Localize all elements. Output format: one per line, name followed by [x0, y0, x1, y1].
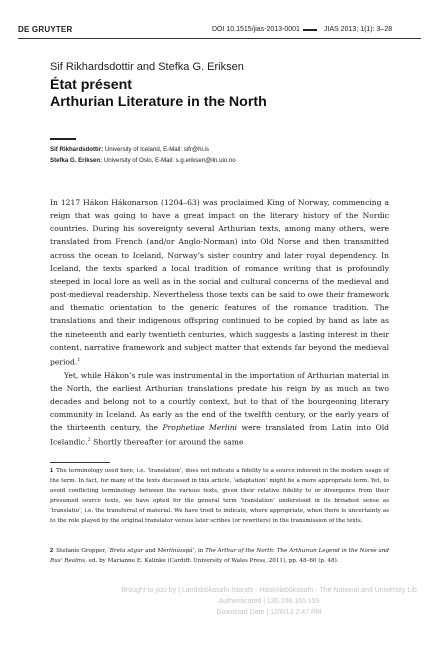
affiliation-name: Stefka G. Eriksen:	[50, 157, 103, 164]
title-line-2: Arthurian Literature in the North	[50, 94, 267, 110]
paragraph-text: Shortly thereafter (or around the same	[90, 437, 244, 447]
doi-text: DOI 10.1515/jias-2013-0001	[212, 26, 300, 33]
affiliation-detail: University of Oslo, E-Mail: s.g.eriksen@iln.uio.no	[102, 157, 236, 164]
work-title: The Arthur of the North: The Arthurian Legend in the Norse and Rus’ Realms	[50, 548, 389, 565]
footnote-text: Stefanie Gropper, ‘	[56, 548, 110, 554]
footnote-text: , ed. by Marianne E. Kalinke (Cardiff: University of Wales Press, 2011), pp. 48–60 (p. 48).	[85, 558, 339, 565]
header-separator	[303, 29, 317, 31]
footnote-number: 2	[50, 548, 54, 554]
page-header	[18, 25, 421, 37]
footnote-ref-1[interactable]: 1	[77, 356, 81, 363]
footnote-2	[50, 546, 389, 566]
work-title: Prophetiae Merlini	[162, 423, 238, 433]
work-title: Merlínússpá	[157, 548, 193, 554]
footnote-1	[50, 466, 389, 527]
footnote-text: The terminology used here, i.e. ‘translation’, does not indicate a fidelity to a source inherent in the modern usage of the term. In fact, for many of the texts discussed in this article, ‘adaptation’ might be a more appropriate term. Yet, to avoid conflicting terminology between the various texts, given their relative fidelity to or divergence from their presumed source texts, we have opted for the general term ‘translation’ understood in its broadest sense as ‘translatio’, i.e. the transferral of material. We have tried to indicate, where appropriate, when there is uncertainty as to the role played by the original translator versus later scribes (or rewriters) in the transmission of the texts.	[50, 468, 389, 525]
watermark-line-1: Brought to you by | Landsbókasafn Íslands - Háskólabókasafn - The National and University Lib	[121, 587, 417, 594]
affiliation-name: Sif Rikhardsdottir:	[50, 146, 104, 153]
affiliations	[50, 144, 410, 166]
paragraph-1	[50, 196, 389, 369]
download-watermark	[104, 585, 434, 618]
header-rule	[18, 38, 421, 39]
footnote-ref-2[interactable]: 2	[87, 437, 91, 444]
article-title	[50, 77, 267, 111]
affiliation-detail: University of Iceland, E-Mail: sifr@hi.is	[103, 146, 209, 153]
paragraph-text: In 1217 Hákon Hákonarson (1204–63) was proclaimed King of Norway, commencing a reign that was going to have a great impact on the literary history of the Nordic countries. During his sovereignty several Arthurian texts, among many others, were translated from French (and/or Anglo-Norman) into Old Norse and then transmitted across the ocean to Iceland, Norway’s sister country and later royal dependency. In Iceland, the texts sparked a local tradition of romance writing that is profoundly steeped in local lore as well as in the social and cultural concerns of the medieval and post-medieval readership. Nevertheless those texts can be said to owe their framework and thematic orientation to the generic features of the romance tradition. The translations and their indigenous offspring continued to be copied by hand as late as the nineteenth and early twentieth centuries, which suggests a lasting interest in their content, narrative framework and subject matter that extends far beyond the medieval period.	[50, 198, 389, 367]
footnote-rule	[50, 462, 110, 463]
footnote-text: ’, in	[192, 548, 206, 554]
paragraph-2	[50, 369, 389, 449]
affiliation-rule	[50, 138, 76, 140]
affiliation-2	[50, 155, 410, 166]
paragraph-text: Yet, while Hákon’s rule was instrumental in the importation of Arthurian material in the North, the earliest Arthurian translations predate his reign by as much as two decades and belong not to a courtly context, but to that of the bourgeoning literary community in Iceland. As early as the end of the twelfth century, or the early years of the thirteenth century, the	[50, 370, 389, 433]
article-authors: Sif Rikhardsdottir and Stefka G. Eriksen	[50, 61, 244, 73]
footnote-number: 1	[50, 468, 54, 474]
publisher-logo: DE GRUYTER	[18, 25, 73, 34]
watermark-line-3: Download Date | 12/6/13 2:47 PM	[216, 609, 322, 616]
affiliation-1	[50, 144, 410, 155]
work-title: Breta sögur	[109, 548, 144, 554]
footnote-text: and	[143, 548, 158, 554]
paragraph-text: were translated from Latin into Old Icelandic.	[50, 423, 389, 447]
watermark-line-2: Authenticated | 130.208.165.159	[218, 598, 320, 605]
title-line-1: État présent	[50, 77, 132, 93]
journal-citation: JIAS 2013; 1(1): 3–28	[324, 26, 393, 33]
article-body	[50, 196, 389, 449]
